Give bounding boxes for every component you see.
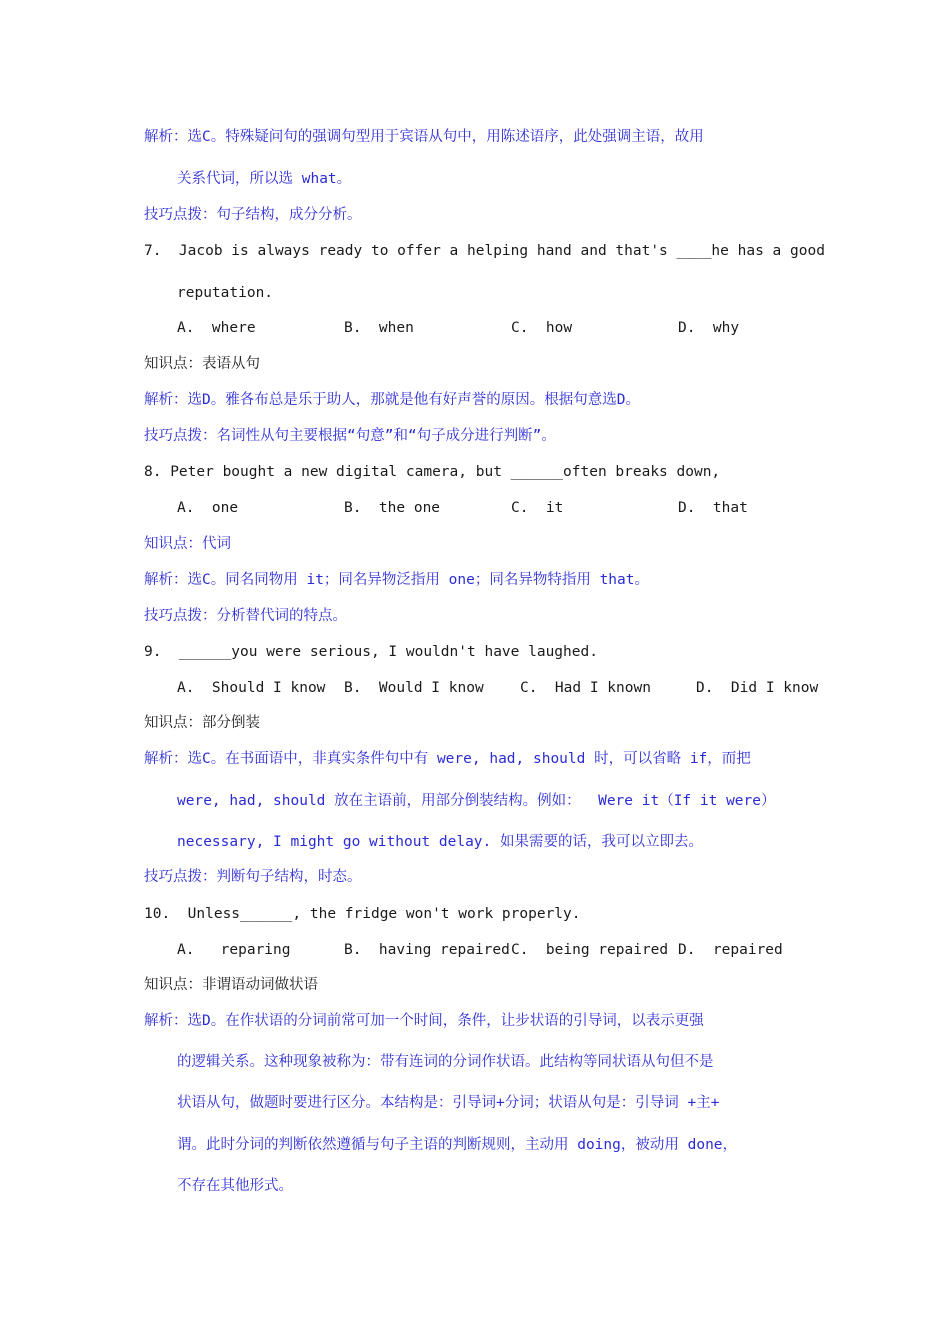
question-10-option-a: A. reparing — [177, 942, 291, 958]
question-7-analysis: 解析：选D。雅各布总是乐于助人，那就是他有好声誉的原因。根据句意选D。 — [144, 392, 640, 408]
prev-tip: 技巧点拨：句子结构，成分分析。 — [144, 207, 362, 223]
question-8-analysis: 解析：选C。同名同物用 it；同名异物泛指用 one；同名异物特指用 that。 — [144, 572, 649, 588]
question-7-option-d: D. why — [678, 320, 740, 336]
question-10-analysis-5: 不存在其他形式。 — [177, 1178, 293, 1194]
question-8-option-c: C. it — [511, 500, 564, 516]
question-7-knowledge: 知识点：表语从句 — [144, 356, 260, 372]
question-10-option-c: C. being repaired — [511, 942, 669, 958]
question-10-analysis-3: 状语从句，做题时要进行区分。本结构是：引导词+分词；状语从句是：引导词 +主+ — [177, 1095, 720, 1111]
question-9-option-b: B. Would I know — [344, 680, 484, 696]
question-10-option-d: D. repaired — [678, 942, 783, 958]
question-9-knowledge: 知识点：部分倒装 — [144, 715, 260, 731]
prev-analysis-line-1: 解析：选C。特殊疑问句的强调句型用于宾语从句中，用陈述语序，此处强调主语，故用 — [144, 129, 704, 145]
question-8-option-a: A. one — [177, 500, 239, 516]
question-8-option-b: B. the one — [344, 500, 441, 516]
question-9-option-c: C. Had I known — [520, 680, 651, 696]
question-10-stem: 10. Unless______, the fridge won't work properly. — [144, 906, 581, 922]
question-7-stem-2: reputation. — [177, 285, 274, 301]
question-10-analysis-1: 解析：选D。在作状语的分词前常可加一个时间，条件，让步状语的引导词，以表示更强 — [144, 1013, 704, 1029]
question-9-analysis-2: were, had, should 放在主语前，用部分倒装结构。例如： Were it（If it were） — [177, 793, 776, 809]
question-8-tip: 技巧点拨：分析替代词的特点。 — [144, 608, 347, 624]
question-7-option-a: A. where — [177, 320, 256, 336]
question-9-option-d: D. Did I know — [696, 680, 819, 696]
question-7-option-c: C. how — [511, 320, 573, 336]
question-7-stem-1: 7. Jacob is always ready to offer a helping hand and that's ____he has a good — [144, 243, 825, 259]
question-10-knowledge: 知识点：非谓语动词做状语 — [144, 977, 318, 993]
question-10-option-b: B. having repaired — [344, 942, 510, 958]
question-7-tip: 技巧点拨：名词性从句主要根据“句意”和“句子成分进行判断”。 — [144, 428, 556, 444]
question-10-analysis-2: 的逻辑关系。这种现象被称为：带有连词的分词作状语。此结构等同状语从句但不是 — [177, 1054, 714, 1070]
question-9-analysis-3: necessary, I might go without delay. 如果需要的话，我可以立即去。 — [177, 834, 703, 850]
question-8-stem: 8. Peter bought a new digital camera, but ______often breaks down, — [144, 464, 721, 480]
question-9-stem: 9. ______you were serious, I wouldn't have laughed. — [144, 644, 598, 660]
question-9-analysis-1: 解析：选C。在书面语中，非真实条件句中有 were, had, should 时，可以省略 if，而把 — [144, 751, 751, 767]
question-7-option-b: B. when — [344, 320, 414, 336]
question-8-option-d: D. that — [678, 500, 748, 516]
question-8-knowledge: 知识点：代词 — [144, 536, 231, 552]
question-10-analysis-4: 谓。此时分词的判断依然遵循与句子主语的判断规则，主动用 doing，被动用 done， — [177, 1137, 738, 1153]
question-9-option-a: A. Should I know — [177, 680, 326, 696]
prev-analysis-line-2: 关系代词，所以选 what。 — [177, 171, 352, 187]
question-9-tip: 技巧点拨：判断句子结构，时态。 — [144, 869, 362, 885]
